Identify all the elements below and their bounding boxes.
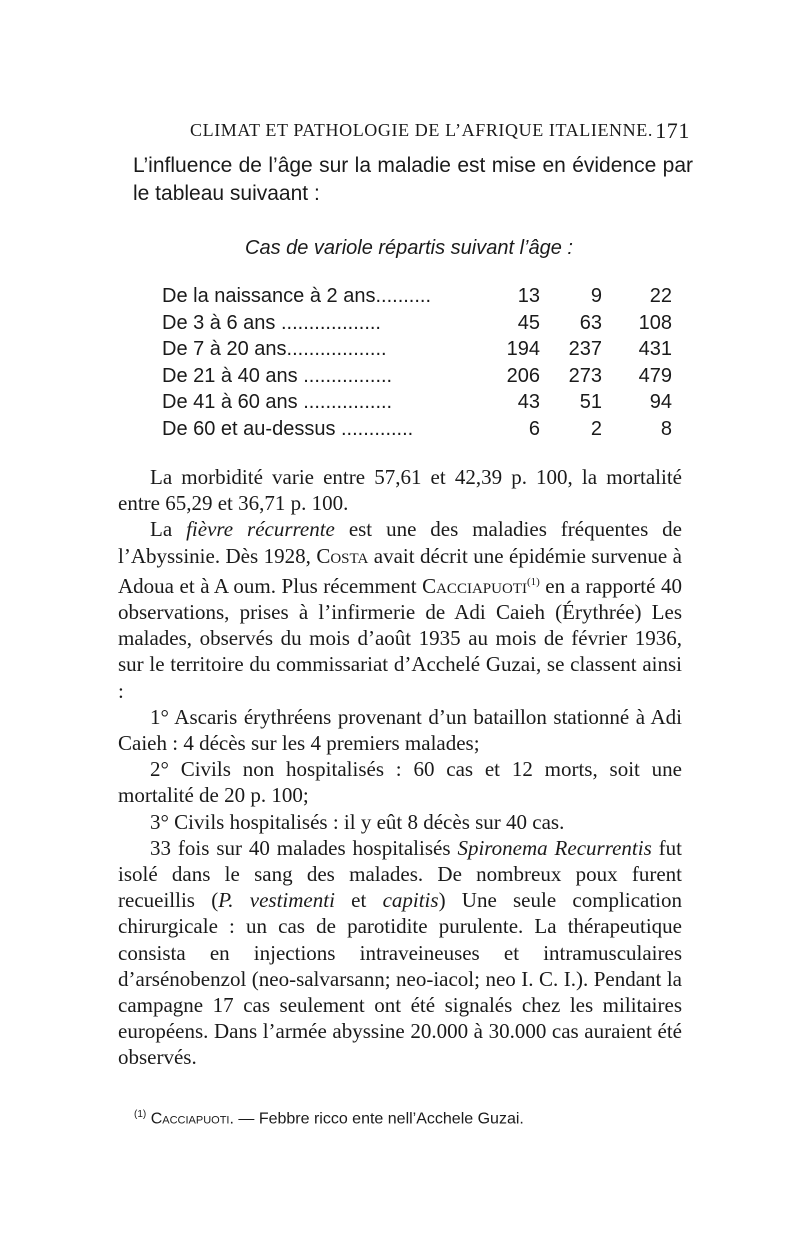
cell-col3: 94 — [649, 391, 672, 413]
footnote-text: — Febbre ricco ente nell’Acchele Guzai. — [233, 1110, 524, 1128]
footnote-marker: (1) — [134, 1109, 147, 1120]
table-row — [162, 336, 672, 363]
spiro-text-3: et — [334, 888, 383, 913]
table-row — [162, 310, 672, 337]
cell-col2: 237 — [568, 338, 602, 360]
cell-col2: 63 — [579, 311, 602, 334]
organism-name: Spironema Recurrentis — [457, 835, 652, 860]
cell-col3: 22 — [649, 285, 672, 307]
row-label: De 7 à 20 ans.................. — [162, 338, 387, 360]
fever-text-2: est une des maladies fréquentes de l’Abyssinie. Dès 1928, — [118, 517, 682, 568]
body-text — [118, 464, 682, 1071]
author-costa: Costa — [316, 543, 369, 568]
row-label: De la naissance à 2 ans.......... — [162, 285, 432, 307]
table-row — [162, 389, 672, 416]
row-label: De 41 à 60 ans ................ — [162, 391, 393, 413]
cell-col3: 8 — [660, 417, 672, 440]
lice-species-1: P. vestimenti — [218, 888, 335, 913]
fever-text-3: avait décrit une épidémie survenue à Adoua et à A oum. Plus récemment — [118, 543, 682, 598]
list-item: 3° Civils hospitalisés : il y eût 8 décès sur 40 cas. — [150, 809, 565, 834]
cell-col1: 6 — [528, 417, 540, 440]
spiro-text-1: 33 fois sur 40 malades hospitalisés — [150, 835, 458, 860]
spiro-text-4: ) Une seule complication chirurgicale : un cas de parotidite purulente. La thérapeutique consista en injections intraveineuses et intramusculaires d’arsénobenzol (neo-salvarsann; neo-iacol; neo I. C. I.). Pendant la campagne 17 cas seulement ont été signalés chez les militaires européens. Dans l’armée abyssine 20.000 à 30.000 cas auraient été observés. — [118, 888, 683, 1070]
cell-col1: 13 — [517, 285, 540, 307]
footnote-author: Cacciapuoti. — [150, 1110, 234, 1128]
list-item: 2° Civils non hospitalisés : 60 cas et 12 morts, soit une mortalité de 20 p. 100; — [118, 757, 682, 808]
cell-col3: 108 — [638, 311, 672, 334]
row-label: De 60 et au-dessus ............. — [162, 417, 414, 440]
fever-term: fièvre récurrente — [186, 517, 335, 542]
fever-paragraph — [118, 516, 682, 703]
running-title: CLIMAT ET PATHOLOGIE DE L’AFRIQUE ITALIENNE. — [190, 120, 653, 140]
fever-text-1: La — [150, 517, 187, 542]
cell-col2: 9 — [590, 285, 602, 307]
cell-col2: 273 — [568, 364, 602, 387]
morbidity-paragraph: La morbidité varie entre 57,61 et 42,39 p. 100, la mortalité entre 65,29 et 36,71 p. 100. — [118, 465, 682, 516]
author-cacciapuoti: Cacciapuoti — [422, 573, 527, 598]
intro-paragraph: L’influence de l’âge sur la maladie est mise en évidence par le tableau suivaant : — [133, 154, 693, 205]
cell-col3: 431 — [638, 338, 672, 360]
table-row — [162, 363, 672, 390]
page-number: 171 — [655, 118, 690, 143]
footnote-ref: (1) — [526, 575, 540, 588]
cell-col2: 2 — [590, 417, 602, 440]
fever-text-4: en a rapporté 40 observations, prises à l’infirmerie de Adi Caieh (Érythrée) Les malades, observés du mois d’août 1935 au mois de février 1936, sur le territoire du commissariat d’Acchelé Guzai, se classent ainsi : — [118, 573, 682, 703]
cell-col1: 43 — [517, 391, 540, 413]
table-row — [162, 416, 672, 443]
table-caption: Cas de variole répartis suivant l’âge : — [245, 237, 573, 259]
row-label: De 21 à 40 ans ................ — [162, 364, 393, 387]
list-item: 1° Ascaris érythréens provenant d’un bataillon stationné à Adi Caieh : 4 décès sur les 4 premiers malades; — [118, 704, 682, 756]
cell-col1: 206 — [506, 364, 540, 387]
row-label: De 3 à 6 ans .................. — [162, 311, 381, 334]
cell-col2: 51 — [579, 391, 602, 413]
cell-col3: 479 — [638, 364, 672, 387]
spiro-text-2: fut isolé dans le sang des malades. De nombreux poux furent recueillis ( — [118, 835, 683, 913]
lice-species-2: capitis — [382, 888, 439, 913]
age-table — [162, 283, 672, 442]
cell-col1: 45 — [517, 311, 540, 334]
footnote — [134, 1109, 694, 1128]
spirochete-paragraph — [118, 835, 682, 1071]
cell-col1: 194 — [506, 338, 540, 360]
table-row — [162, 283, 672, 310]
